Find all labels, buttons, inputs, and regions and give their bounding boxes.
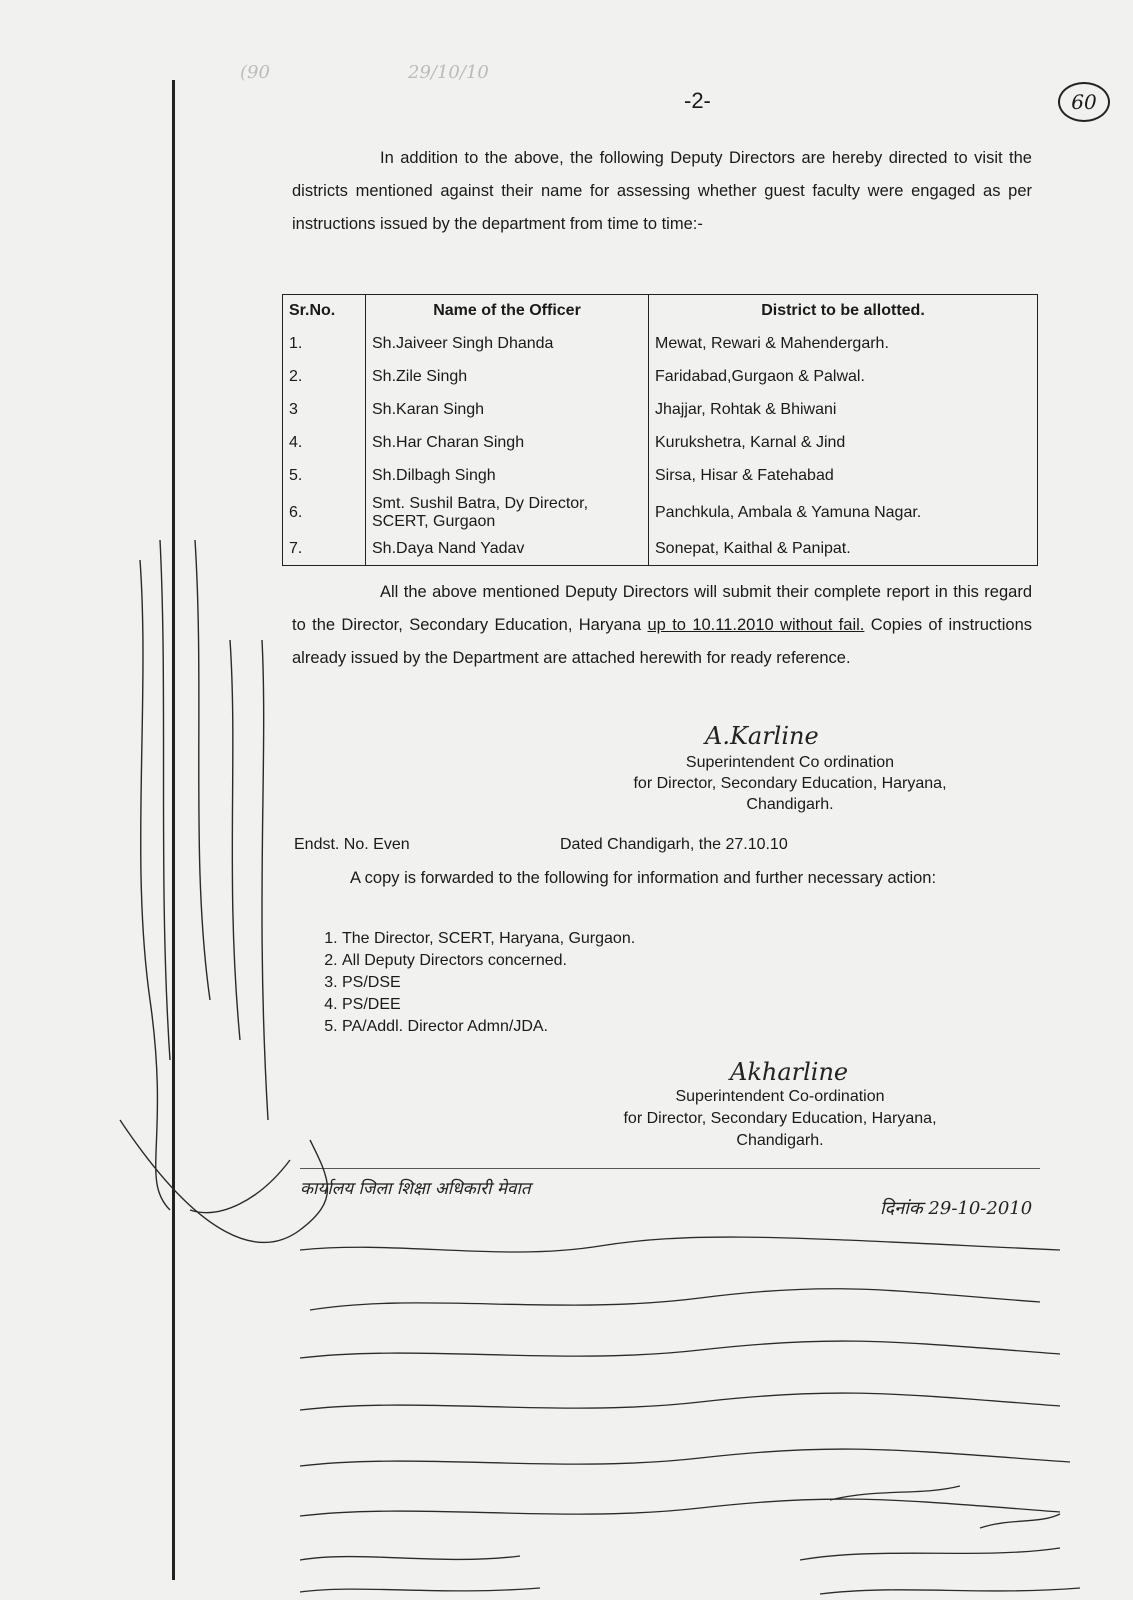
cell-officer: Sh.Dilbagh Singh <box>366 460 649 493</box>
faint-reference-date: 29/10/10 <box>408 62 489 83</box>
cell-officer: Sh.Zile Singh <box>366 361 649 394</box>
body-handwriting <box>300 1237 1080 1594</box>
cell-srno: 5. <box>283 460 366 493</box>
signature1-for: for Director, Secondary Education, Haryana, <box>633 775 947 792</box>
signature2-title: Superintendent Co-ordination <box>675 1088 885 1105</box>
endorsement-number: Endst. No. Even <box>294 836 410 853</box>
circled-page-number: 60 <box>1058 82 1110 122</box>
cell-srno: 3 <box>283 394 366 427</box>
cell-district: Panchkula, Ambala & Yamuna Nagar. <box>649 493 1038 533</box>
list-item: 5. PA/Addl. Director Admn/JDA. <box>342 1016 635 1038</box>
cell-officer: Sh.Karan Singh <box>366 394 649 427</box>
signature2-place: Chandigarh. <box>736 1132 824 1149</box>
cell-srno: 4. <box>283 427 366 460</box>
endorsement-date: Dated Chandigarh, the 27.10.10 <box>560 836 788 853</box>
signature1-title: Superintendent Co ordination <box>685 754 895 771</box>
cell-district: Sirsa, Hisar & Fatehabad <box>649 460 1038 493</box>
cell-district: Sonepat, Kaithal & Panipat. <box>649 533 1038 566</box>
cell-officer: Sh.Daya Nand Yadav <box>366 533 649 566</box>
list-item: 3. PS/DSE <box>342 972 635 994</box>
header-district: District to be allotted. <box>649 295 1038 328</box>
cell-officer: Smt. Sushil Batra, Dy Director, SCERT, Gurgaon <box>366 493 649 533</box>
cell-district: Faridabad,Gurgaon & Palwal. <box>649 361 1038 394</box>
deadline-underlined: up to 10.11.2010 without fail. <box>647 616 865 634</box>
handwritten-date: दिनांक 29-10-2010 <box>880 1198 1033 1219</box>
cell-district: Kurukshetra, Karnal & Jind <box>649 427 1038 460</box>
list-item: 2. All Deputy Directors concerned. <box>342 950 635 972</box>
cell-srno: 1. <box>283 328 366 361</box>
signature-scrawl-1: A.Karline <box>705 722 819 750</box>
page-number: -2- <box>684 88 711 113</box>
para2-text-b: Copies of instructions already issued by the Department are attached herewith for ready reference. <box>292 616 1033 667</box>
signature-scrawl-2: Akharline <box>730 1058 849 1086</box>
signature1-place: Chandigarh. <box>746 796 834 813</box>
faint-reference: (90 <box>240 62 270 83</box>
cell-officer: Sh.Har Charan Singh <box>366 427 649 460</box>
list-item: 1. The Director, SCERT, Haryana, Gurgaon. <box>342 928 635 950</box>
cell-officer: Sh.Jaiveer Singh Dhanda <box>366 328 649 361</box>
cell-district: Jhajjar, Rohtak & Bhiwani <box>649 394 1038 427</box>
margin-handwriting <box>120 540 328 1242</box>
signature2-for: for Director, Secondary Education, Haryana, <box>623 1110 937 1127</box>
handwritten-office-line: कार्यालय जिला शिक्षा अधिकारी मेवात <box>300 1179 531 1199</box>
header-officer-name: Name of the Officer <box>366 295 649 328</box>
intro-paragraph: In addition to the above, the following Deputy Directors are hereby directed to visit the districts mentioned against their name for assessing whether guest faculty were engaged as per instructions issued by the department from time to time:- <box>292 149 1032 233</box>
cell-srno: 2. <box>283 361 366 394</box>
header-srno: Sr.No. <box>283 295 366 328</box>
copy-forward-paragraph: A copy is forwarded to the following for information and further necessary action: <box>350 869 937 887</box>
cell-district: Mewat, Rewari & Mahendergarh. <box>649 328 1038 361</box>
para2-text-a: All the above mentioned Deputy Directors will submit their complete report in this regard to the Director, Secondary Education, Haryana <box>292 583 1032 634</box>
cell-srno: 6. <box>283 493 366 533</box>
list-item: 4. PS/DEE <box>342 994 635 1016</box>
cell-srno: 7. <box>283 533 366 566</box>
